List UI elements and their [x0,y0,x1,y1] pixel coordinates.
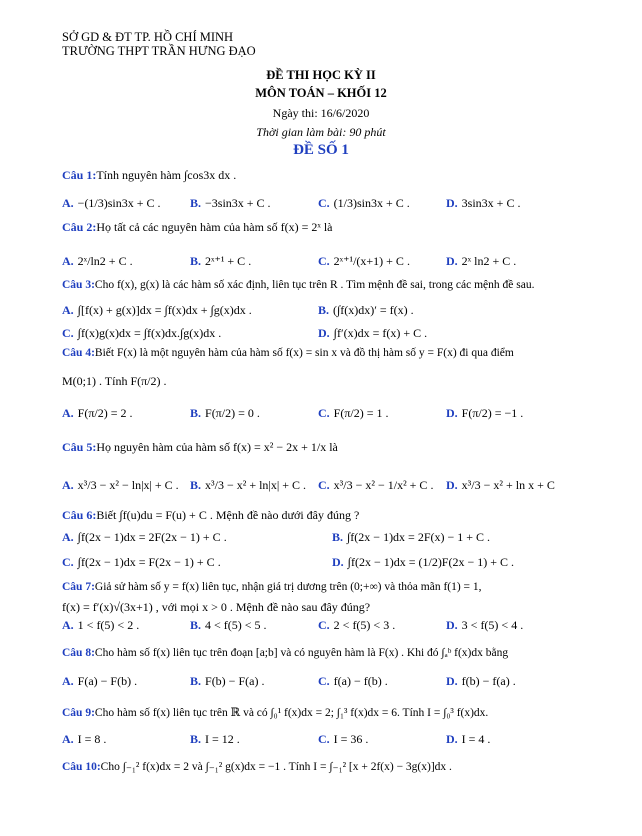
question-5: Câu 5:Họ nguyên hàm của hàm số f(x) = x² − 2x + 1/x là [62,440,338,454]
question-8: Câu 8:Cho hàm số f(x) liên tục trên đoạn [a;b] và có nguyên hàm là F(x) . Khi đó ∫ₐᵇ f(x)dx bằng [62,647,509,659]
q2-option-c[interactable]: C. 2ˣ⁺¹/(x+1) + C . [318,254,410,268]
q3-option-b[interactable]: B. (∫f(x)dx)′ = f(x) . [318,303,414,317]
q8-option-b[interactable]: B. F(b) − F(a) . [190,674,265,688]
question-3: Câu 3:Cho f(x), g(x) là các hàm số xác định, liên tục trên R . Tìm mệnh đề sai, trong các mệnh đề sau. [62,279,535,291]
q8-option-d[interactable]: D. f(b) − f(a) . [446,674,516,688]
q3-option-d[interactable]: D. ∫f′(x)dx = f(x) + C . [318,326,428,340]
q3-option-c[interactable]: C. ∫f(x)g(x)dx = ∫f(x)dx.∫g(x)dx . [62,326,222,340]
question-2: Câu 2:Họ tất cả các nguyên hàm của hàm số f(x) = 2ˣ là [62,220,333,234]
question-10: Câu 10:Cho ∫₋₁² f(x)dx = 2 và ∫₋₁² g(x)dx = −1 . Tính I = ∫₋₁² [x + 2f(x) − 3g(x)]dx . [62,761,452,773]
exam-title: ĐỀ THI HỌC KỲ II [266,68,376,82]
exam-date: Ngày thi: 16/6/2020 [272,106,370,120]
q6-option-c[interactable]: C. ∫f(2x − 1)dx = F(2x − 1) + C . [62,555,221,569]
department-name: SỞ GD & ĐT TP. HỒ CHÍ MINH [62,30,234,44]
q7-option-a[interactable]: A. 1 < f(5) < 2 . [62,618,140,632]
exam-code: ĐỀ SỐ 1 [293,142,349,158]
q2-option-d[interactable]: D. 2ˣ ln2 + C . [446,254,517,268]
q9-option-d[interactable]: D. I = 4 . [446,732,491,746]
q9-option-c[interactable]: C. I = 36 . [318,732,369,746]
question-7: Câu 7:Giả sử hàm số y = f(x) liên tục, nhận giá trị dương trên (0;+∞) và thỏa mãn f(1) = 1, [62,581,482,593]
school-name: TRƯỜNG THPT TRẦN HƯNG ĐẠO [62,44,256,58]
q4-option-c[interactable]: C. F(π/2) = 1 . [318,406,389,420]
q5-option-d[interactable]: D. x³/3 − x² + ln x + C [446,478,555,492]
q4-option-a[interactable]: A. F(π/2) = 2 . [62,406,133,420]
q1-option-d[interactable]: D. 3sin3x + C . [446,196,521,210]
q1-option-b[interactable]: B. −3sin3x + C . [190,196,271,210]
q4-option-d[interactable]: D. F(π/2) = −1 . [446,406,524,420]
q6-option-a[interactable]: A. ∫f(2x − 1)dx = 2F(2x − 1) + C . [62,530,227,544]
q9-option-a[interactable]: A. I = 8 . [62,732,107,746]
q5-option-b[interactable]: B. x³/3 − x² + ln|x| + C . [190,478,306,492]
q2-option-a[interactable]: A. 2ˣ/ln2 + C . [62,254,133,268]
q7-option-b[interactable]: B. 4 < f(5) < 5 . [190,618,267,632]
q3-option-a[interactable]: A. ∫[f(x) + g(x)]dx = ∫f(x)dx + ∫g(x)dx . [62,303,252,317]
question-6: Câu 6:Biết ∫f(u)du = F(u) + C . Mệnh đề nào dưới đây đúng ? [62,508,360,522]
q8-option-a[interactable]: A. F(a) − F(b) . [62,674,138,688]
q6-option-b[interactable]: B. ∫f(2x − 1)dx = 2F(x) − 1 + C . [332,530,491,544]
q1-option-c[interactable]: C. (1/3)sin3x + C . [318,196,410,210]
question-9: Câu 9:Cho hàm số f(x) liên tục trên ℝ và có ∫₀¹ f(x)dx = 2; ∫₁³ f(x)dx = 6. Tính I = ∫₀³ f(x)dx. [62,707,489,719]
q1-option-a[interactable]: A. −(1/3)sin3x + C . [62,196,161,210]
q5-option-c[interactable]: C. x³/3 − x² − 1/x² + C . [318,478,434,492]
question-4: Câu 4:Biết F(x) là một nguyên hàm của hàm số f(x) = sin x và đồ thị hàm số y = F(x) đi qua điểm [62,347,514,359]
q4-option-b[interactable]: B. F(π/2) = 0 . [190,406,260,420]
q7-option-c[interactable]: C. 2 < f(5) < 3 . [318,618,396,632]
subject-title: MÔN TOÁN – KHỐI 12 [255,86,387,100]
q5-option-a[interactable]: A. x³/3 − x² − ln|x| + C . [62,478,179,492]
q6-option-d[interactable]: D. ∫f(2x − 1)dx = (1/2)F(2x − 1) + C . [332,555,515,569]
q7-option-d[interactable]: D. 3 < f(5) < 4 . [446,618,524,632]
question-1: Câu 1:Tính nguyên hàm ∫cos3x dx . [62,168,237,182]
q8-option-c[interactable]: C. f(a) − f(b) . [318,674,388,688]
question-4-line-2: M(0;1) . Tính F(π/2) . [62,374,167,388]
q2-option-b[interactable]: B. 2ˣ⁺¹ + C . [190,254,252,268]
question-7-line-2: f(x) = f′(x)√(3x+1) , với mọi x > 0 . Mệnh đề nào sau đây đúng? [62,600,371,614]
exam-duration: Thời gian làm bài: 90 phút [256,125,386,139]
q9-option-b[interactable]: B. I = 12 . [190,732,240,746]
